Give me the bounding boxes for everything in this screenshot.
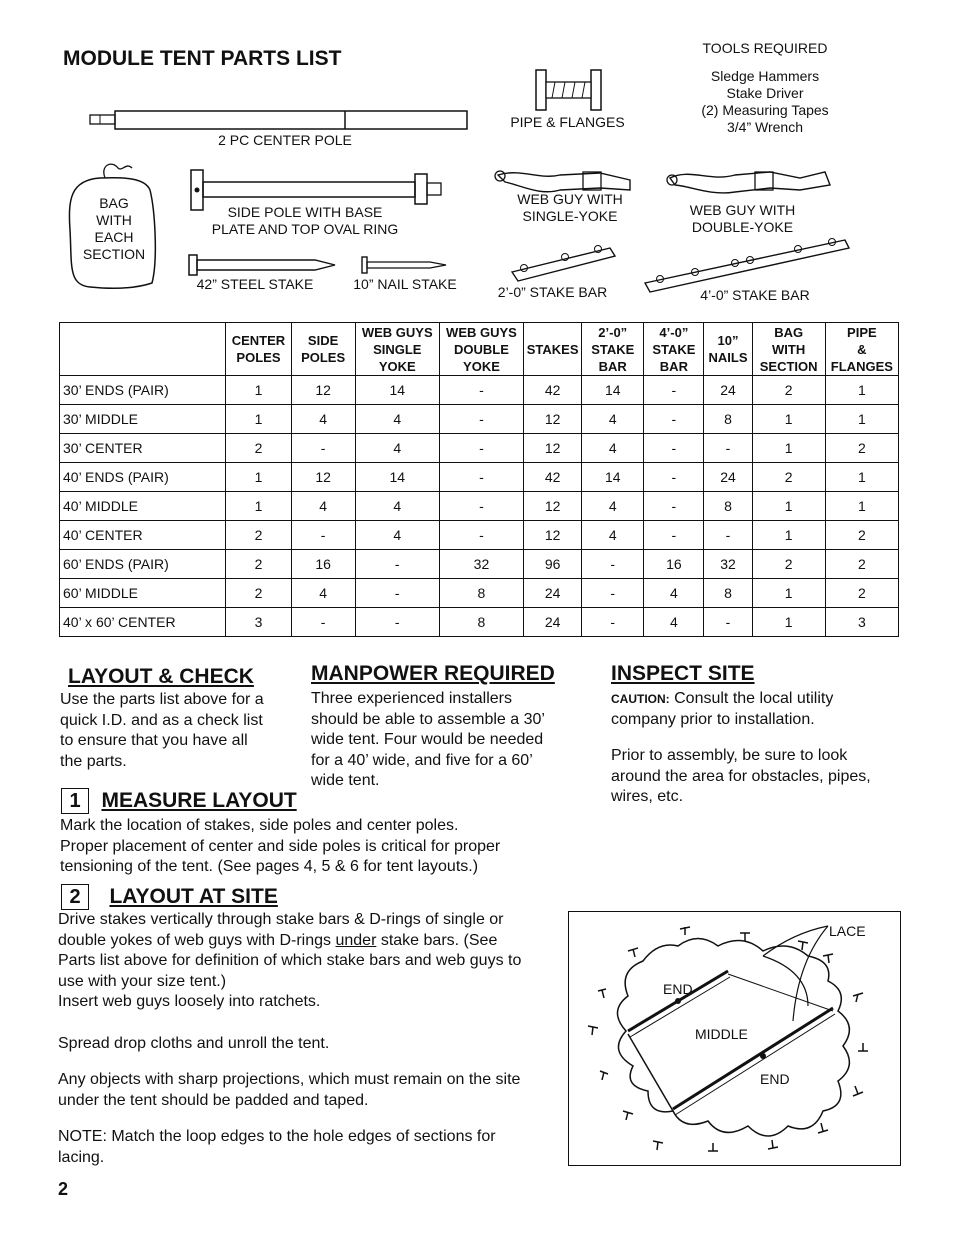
- diagram-end-label: END: [760, 1071, 790, 1087]
- table-row: [60, 376, 899, 405]
- text-line: Spread drop cloths and unroll the tent.: [58, 1034, 330, 1052]
- table-cell: -: [439, 376, 523, 405]
- table-header-line: SINGLE: [373, 341, 422, 357]
- step2-number: 2: [61, 884, 89, 910]
- table-header-line: &: [857, 341, 867, 357]
- table-cell: 12: [524, 405, 582, 434]
- table-header-blank: [60, 323, 226, 376]
- bag-label-line: EACH: [94, 229, 134, 245]
- tool-item: Sledge Hammers: [710, 68, 820, 84]
- table-header-line: SECTION: [759, 358, 818, 374]
- table-row: [60, 405, 899, 434]
- table-cell: -: [439, 463, 523, 492]
- row-label: 40’ ENDS (PAIR): [60, 463, 226, 492]
- pipe-flanges-label: PIPE & FLANGES: [510, 114, 625, 130]
- table-cell: 12: [524, 492, 582, 521]
- row-label: 40’ CENTER: [60, 521, 226, 550]
- step2-heading-row: [61, 884, 278, 910]
- table-header-line: 4’-0”: [659, 324, 689, 340]
- table-cell: -: [644, 521, 704, 550]
- parts-table: [59, 322, 899, 637]
- caution-label: CAUTION:: [611, 692, 670, 706]
- table-cell: 3: [825, 608, 898, 637]
- table-cell: 4: [582, 521, 644, 550]
- table-cell: 4: [355, 492, 439, 521]
- table-cell: 1: [752, 521, 825, 550]
- text-line: wires, etc.: [611, 788, 684, 805]
- table-cell: 12: [524, 434, 582, 463]
- row-label: 40’ x 60’ CENTER: [60, 608, 226, 637]
- table-cell: 4: [291, 579, 355, 608]
- step1-heading-row: [61, 788, 297, 814]
- caution-text: Consult the local utility: [674, 690, 834, 707]
- table-cell: 2: [825, 521, 898, 550]
- table-cell: -: [439, 405, 523, 434]
- table-row: [60, 579, 899, 608]
- table-cell: 1: [752, 405, 825, 434]
- table-cell: 1: [825, 376, 898, 405]
- page-number: 2: [58, 1179, 69, 1199]
- steel-stake-label: 42” STEEL STAKE: [196, 276, 314, 292]
- table-header-line: WEB GUYS: [446, 324, 517, 340]
- table-cell: 1: [226, 463, 291, 492]
- layout-check-heading: LAYOUT & CHECK: [68, 665, 254, 688]
- table-cell: 4: [355, 521, 439, 550]
- table-cell: 24: [704, 376, 752, 405]
- side-pole-label: [195, 204, 415, 238]
- table-header-line: DOUBLE: [454, 341, 509, 357]
- table-cell: 1: [825, 492, 898, 521]
- text-line: should be able to assemble a 30’: [311, 710, 545, 728]
- table-cell: -: [291, 521, 355, 550]
- table-cell: 8: [704, 492, 752, 521]
- table-cell: 96: [524, 550, 582, 579]
- underlined-word: under: [335, 931, 377, 949]
- text-line: to ensure that you have all: [60, 732, 248, 749]
- table-header-line: POLES: [301, 350, 346, 365]
- table-cell: 2: [825, 550, 898, 579]
- table-header-line: 10”: [717, 333, 739, 348]
- table-cell: 32: [439, 550, 523, 579]
- text-line: Parts list above for definition of which stake bars and web guys to: [58, 952, 522, 969]
- table-cell: -: [439, 492, 523, 521]
- table-cell: 2: [226, 579, 291, 608]
- text-line: Drive stakes vertically through stake bars & D-rings of single or: [58, 911, 504, 928]
- table-cell: 12: [291, 376, 355, 405]
- diagram-middle-label: MIDDLE: [695, 1026, 748, 1042]
- table-header-cell: [704, 323, 752, 376]
- bag-label-line: WITH: [96, 212, 132, 228]
- table-cell: -: [644, 376, 704, 405]
- text-line: Prior to assembly, be sure to look: [611, 747, 848, 764]
- table-cell: -: [355, 550, 439, 579]
- text-line: Three experienced installers: [311, 690, 512, 707]
- table-header-line: SIDE: [307, 333, 339, 348]
- table-cell: 24: [524, 608, 582, 637]
- table-cell: -: [644, 463, 704, 492]
- table-header-cell: [524, 323, 582, 376]
- row-label: 30’ CENTER: [60, 434, 226, 463]
- table-row: [60, 550, 899, 579]
- web-double-label: [675, 202, 810, 236]
- tool-item: 3/4” Wrench: [727, 119, 803, 135]
- step1-text: [60, 816, 620, 878]
- table-header-line: BAG: [774, 324, 804, 340]
- table-row: [60, 434, 899, 463]
- table-header-line: STAKE: [652, 341, 696, 357]
- diagram-end-label: END: [663, 981, 693, 997]
- table-cell: -: [644, 492, 704, 521]
- table-cell: 4: [355, 434, 439, 463]
- table-header-line: YOKE: [463, 358, 500, 374]
- table-cell: 4: [291, 492, 355, 521]
- text-line: around the area for obstacles, pipes,: [611, 767, 871, 785]
- text-line: the parts.: [60, 752, 127, 770]
- table-cell: -: [582, 579, 644, 608]
- table-cell: -: [704, 608, 752, 637]
- table-cell: 24: [704, 463, 752, 492]
- row-label: 30’ ENDS (PAIR): [60, 376, 226, 405]
- text-line: Mark the location of stakes, side poles and center poles.: [60, 817, 459, 834]
- text-line: Insert web guys loosely into ratchets.: [58, 993, 321, 1010]
- table-cell: 1: [226, 376, 291, 405]
- table-cell: 42: [524, 376, 582, 405]
- table-header-line: WITH: [772, 341, 806, 357]
- table-cell: 2: [752, 376, 825, 405]
- row-label: 40’ MIDDLE: [60, 492, 226, 521]
- table-header-cell: [582, 323, 644, 376]
- table-cell: -: [355, 608, 439, 637]
- table-cell: 1: [752, 434, 825, 463]
- table-header-cell: [226, 323, 291, 376]
- step2-heading: LAYOUT AT SITE: [109, 885, 278, 908]
- table-cell: 12: [291, 463, 355, 492]
- text-line: for a 40’ wide, and five for a 60’: [311, 751, 533, 769]
- table-header-line: 2’-0”: [598, 324, 628, 340]
- table-header-line: PIPE: [847, 324, 877, 340]
- side-pole-label-line: PLATE AND TOP OVAL RING: [211, 221, 399, 237]
- text-span: double yokes of web guys with D-rings: [58, 931, 336, 949]
- table-cell: 4: [582, 434, 644, 463]
- table-cell: -: [291, 608, 355, 637]
- table-cell: 4: [355, 405, 439, 434]
- text-line: company prior to installation.: [611, 710, 815, 728]
- row-label: 60’ ENDS (PAIR): [60, 550, 226, 579]
- text-line: Use the parts list above for a: [60, 691, 264, 708]
- caution-line: [611, 689, 911, 710]
- table-row: [60, 608, 899, 637]
- table-header-cell: [439, 323, 523, 376]
- text-line: lacing.: [58, 1148, 105, 1166]
- manpower-text: [311, 689, 591, 792]
- stake-bar-4-label: 4’-0” STAKE BAR: [700, 287, 810, 303]
- table-cell: -: [582, 608, 644, 637]
- table-cell: 14: [582, 463, 644, 492]
- text-line: quick I.D. and as a check list: [60, 711, 263, 729]
- side-pole-label-line: SIDE POLE WITH BASE: [227, 204, 383, 220]
- table-cell: -: [291, 434, 355, 463]
- web-double-label-line: DOUBLE-YOKE: [691, 219, 794, 235]
- table-header-line: BAR: [598, 358, 627, 374]
- inspect-heading: INSPECT SITE: [611, 662, 755, 685]
- table-body: [60, 376, 899, 637]
- text-line: wide tent.: [311, 772, 380, 789]
- table-cell: 1: [752, 608, 825, 637]
- table-row: [60, 463, 899, 492]
- table-cell: 4: [582, 492, 644, 521]
- table-header-cell: [644, 323, 704, 376]
- table-cell: 2: [825, 434, 898, 463]
- table-cell: 2: [825, 579, 898, 608]
- table-cell: 24: [524, 579, 582, 608]
- table-cell: 14: [355, 376, 439, 405]
- text-line: Any objects with sharp projections, which must remain on the site: [58, 1071, 521, 1088]
- table-cell: 14: [582, 376, 644, 405]
- diagram-lace-label: LACE: [829, 923, 866, 939]
- table-cell: -: [439, 434, 523, 463]
- table-cell: 4: [582, 405, 644, 434]
- table-cell: 32: [704, 550, 752, 579]
- table-cell: -: [644, 434, 704, 463]
- table-header-line: CENTER: [231, 333, 286, 348]
- table-cell: 12: [524, 521, 582, 550]
- table-cell: 2: [752, 463, 825, 492]
- table-cell: 8: [439, 579, 523, 608]
- table-cell: 2: [226, 434, 291, 463]
- table-cell: 1: [752, 579, 825, 608]
- table-cell: 16: [291, 550, 355, 579]
- table-header-line: POLES: [236, 350, 281, 365]
- table-cell: 4: [291, 405, 355, 434]
- table-cell: 8: [704, 579, 752, 608]
- step1-number: 1: [61, 788, 89, 814]
- table-cell: -: [644, 405, 704, 434]
- tools-heading: TOOLS REQUIRED: [702, 40, 828, 56]
- table-header-row: [60, 323, 899, 376]
- table-cell: 3: [226, 608, 291, 637]
- text-line: tensioning of the tent. (See pages 4, 5 & 6 for tent layouts.): [60, 858, 479, 875]
- text-line: Proper placement of center and side poles is critical for proper: [60, 837, 501, 855]
- table-header-line: WEB GUYS: [361, 324, 433, 340]
- table-cell: -: [704, 521, 752, 550]
- table-cell: 8: [704, 405, 752, 434]
- table-cell: 1: [226, 405, 291, 434]
- table-header-cell: [291, 323, 355, 376]
- table-cell: 1: [752, 492, 825, 521]
- layout-check-text: [60, 690, 300, 772]
- table-header-line: FLANGES: [830, 358, 893, 374]
- bag-label: [78, 195, 150, 263]
- step2-text: [58, 910, 568, 1168]
- table-cell: -: [582, 550, 644, 579]
- web-single-label: [500, 191, 640, 225]
- table-header-cell: [752, 323, 825, 376]
- table-cell: -: [704, 434, 752, 463]
- table-cell: 16: [644, 550, 704, 579]
- table-cell: 14: [355, 463, 439, 492]
- page-title: MODULE TENT PARTS LIST: [63, 47, 342, 70]
- table-cell: 1: [825, 405, 898, 434]
- table-header-cell: [825, 323, 898, 376]
- bag-label-line: BAG: [99, 195, 129, 211]
- table-header-line: BAR: [659, 358, 688, 374]
- bag-label-line: SECTION: [82, 246, 146, 262]
- row-label: 30’ MIDDLE: [60, 405, 226, 434]
- text-span: stake bars. (See: [376, 931, 498, 949]
- tool-item: Stake Driver: [726, 85, 804, 101]
- text-line: wide tent. Four would be needed: [311, 731, 544, 748]
- table-cell: 1: [226, 492, 291, 521]
- table-cell: 2: [226, 521, 291, 550]
- table-cell: 1: [825, 463, 898, 492]
- table-cell: -: [439, 521, 523, 550]
- row-label: 60’ MIDDLE: [60, 579, 226, 608]
- text-line: [58, 931, 568, 952]
- table-cell: 2: [226, 550, 291, 579]
- table-cell: 4: [644, 579, 704, 608]
- center-pole-label: 2 PC CENTER POLE: [218, 132, 352, 148]
- nail-stake-label: 10” NAIL STAKE: [353, 276, 457, 292]
- table-cell: 42: [524, 463, 582, 492]
- stake-bar-2-label: 2’-0” STAKE BAR: [497, 284, 608, 300]
- table-row: [60, 521, 899, 550]
- step1-heading: MEASURE LAYOUT: [101, 789, 297, 812]
- table-cell: 2: [752, 550, 825, 579]
- manpower-heading: MANPOWER REQUIRED: [311, 662, 555, 685]
- table-header-line: NAILS: [708, 350, 748, 365]
- table-cell: -: [355, 579, 439, 608]
- tool-item: (2) Measuring Tapes: [701, 102, 829, 118]
- web-double-label-line: WEB GUY WITH: [689, 202, 796, 218]
- text-line: NOTE: Match the loop edges to the hole edges of sections for: [58, 1128, 496, 1145]
- inspect-text: [611, 689, 911, 808]
- text-line: use with your size tent.): [58, 972, 227, 990]
- table-row: [60, 492, 899, 521]
- web-single-label-line: SINGLE-YOKE: [522, 208, 618, 224]
- table-header-cell: [355, 323, 439, 376]
- table-header-line: STAKE: [591, 341, 635, 357]
- table-header-line: YOKE: [378, 358, 416, 374]
- table-header-line: STAKES: [526, 341, 579, 357]
- table-cell: 4: [644, 608, 704, 637]
- web-single-label-line: WEB GUY WITH: [517, 191, 623, 207]
- text-line: under the tent should be padded and taped.: [58, 1091, 369, 1109]
- table-cell: 8: [439, 608, 523, 637]
